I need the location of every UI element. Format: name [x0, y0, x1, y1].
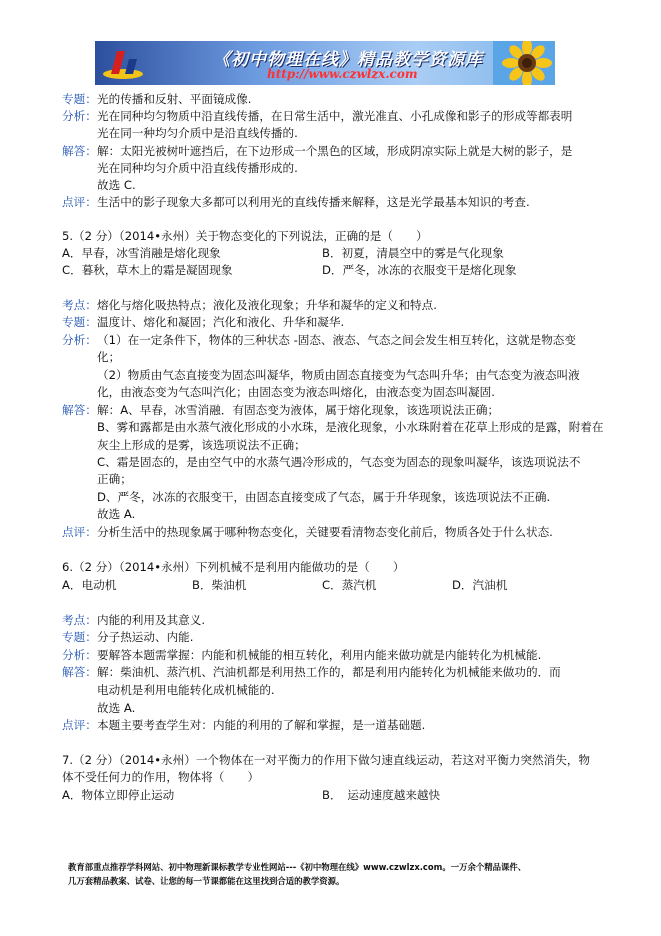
q7-option-a: A．物体立即停止运动 [62, 788, 175, 802]
q4-topic: 光的传播和反射、平面镜成像. [97, 92, 252, 106]
q5-topic: 温度计、熔化和凝固；汽化和液化、升华和凝华. [97, 315, 345, 329]
q5-point-label: 考点： [62, 298, 97, 312]
q6-topic-label: 专题： [62, 630, 97, 644]
q4-comment-label: 点评： [62, 195, 97, 209]
q4-analysis-line: 光在同一种均匀介质中是沿直线传播的. [97, 126, 298, 140]
q5-analysis-line: 化，由液态变为气态叫汽化；由固态变为液态叫熔化，由液态变为固态叫凝固. [97, 385, 495, 399]
q7-stem: 7.（2 分）（2014•永州）一个物体在一对平衡力的作用下做匀速直线运动，若这对平衡力突然消失，物 [62, 753, 591, 767]
q5-analysis-label: 分析： [62, 333, 97, 347]
q5-point: 熔化与熔化吸热特点；液化及液化现象；升华和凝华的定义和特点. [97, 298, 437, 312]
q4-topic-label: 专题： [62, 92, 97, 106]
q5-analysis-line: （2）物质由气态直接变为固态叫凝华，物质由固态直接变为气态叫升华；由气态变为液态叫液 [97, 368, 580, 382]
footer-line: 几万套精品教案、试卷、让您的每一节课都能在这里找到合适的教学资源。 [68, 876, 345, 886]
q6-answer-line: 故选 A. [97, 701, 136, 715]
q4-analysis-label: 分析： [62, 109, 97, 123]
q5-stem: 5.（2 分）（2014•永州）关于物态变化的下列说法，正确的是（ ） [62, 229, 428, 243]
q5-option-d: D．严冬，冰冻的衣服变干是熔化现象 [322, 263, 517, 277]
q4-analysis-line: 光在同种均匀物质中沿直线传播，在日常生活中，激光准直、小孔成像和影子的形成等都表明 [97, 109, 573, 123]
q6-analysis: 要解答本题需掌握：内能和机械能的相互转化，利用内能来做功就是内能转化为机械能. [97, 648, 542, 662]
q4-answer-line: 解：太阳光被树叶遮挡后，在下边形成一个黑色的区域，形成阴凉实际上就是大树的影子，是 [97, 144, 573, 158]
banner-title: 《初中物理在线》精品教学资源库 [213, 50, 483, 70]
q7-option-b: B． 运动速度越来越快 [322, 788, 441, 802]
q5-option-b: B．初夏，清晨空中的雾是气化现象 [322, 246, 504, 260]
footer-line: 教育部重点推荐学科网站、初中物理新课标教学专业性网站---《初中物理在线》www.czwlzx.com。一万余个精品课件、 [68, 862, 527, 872]
q6-answer-line: 解：柴油机、蒸汽机、汽油机都是利用热工作的，都是利用内能转化为机械能来做功的．而 [97, 665, 561, 679]
q6-point: 内能的利用及其意义. [97, 613, 206, 627]
q4-comment: 生活中的影子现象大多都可以利用光的直线传播来解释，这是光学最基本知识的考查. [97, 195, 530, 209]
header-banner [95, 41, 555, 85]
q6-option-a: A．电动机 [62, 578, 117, 592]
q6-option-c: C．蒸汽机 [322, 578, 377, 592]
q6-stem: 6.（2 分）（2014•永州）下列机械不是利用内能做功的是（ ） [62, 560, 405, 574]
q6-point-label: 考点： [62, 613, 97, 627]
q5-option-c: C．暮秋，草木上的霜是凝固现象 [62, 263, 233, 277]
q6-comment: 本题主要考查学生对：内能的利用的了解和掌握，是一道基础题. [97, 718, 426, 732]
q5-analysis-line: （1）在一定条件下，物体的三种状态 -固态、液态、气态之间会发生相互转化，这就是物态变 [97, 333, 576, 347]
q6-answer-line: 电动机是利用电能转化成机械能的. [97, 683, 275, 697]
q4-answer-line: 故选 C. [97, 178, 136, 192]
q6-analysis-label: 分析： [62, 648, 97, 662]
q5-option-a: A．早春，冰雪消融是熔化现象 [62, 246, 221, 260]
q5-answer-line: 正确； [97, 472, 132, 486]
q5-comment: 分析生活中的热现象属于哪种物态变化，关键要看清物态变化前后，物质各处于什么状态. [97, 525, 553, 539]
q6-comment-label: 点评： [62, 718, 97, 732]
sunflower-icon [493, 41, 555, 85]
q5-answer-line: B、雾和露都是由水蒸气液化形成的小水珠，是液化现象，小水珠附着在花草上形成的是露，附着在 [97, 420, 604, 434]
q5-answer-line: C、霜是固态的，是由空气中的水蒸气遇冷形成的，气态变为固态的现象叫凝华，该选项说法不 [97, 455, 581, 469]
q5-topic-label: 专题： [62, 315, 97, 329]
q5-answer-line: 故选 A. [97, 507, 136, 521]
q5-answer-line: 灰尘上形成的是雾，该选项说法不正确； [97, 438, 306, 452]
q4-answer-label: 解答： [62, 144, 97, 158]
banner-url[interactable]: http://www.czwlzx.com [267, 67, 418, 81]
q6-option-b: B．柴油机 [192, 578, 247, 592]
q5-analysis-line: 化； [97, 350, 121, 364]
q6-option-d: D．汽油机 [452, 578, 508, 592]
q6-answer-label: 解答： [62, 665, 97, 679]
q5-answer-label: 解答： [62, 403, 97, 417]
q7-stem: 体不受任何力的作用，物体将（ ） [62, 770, 260, 784]
q6-topic: 分子热运动、内能. [97, 630, 194, 644]
q5-answer-line: D、严冬，冰冻的衣服变干，由固态直接变成了气态，属于升华现象，该选项说法不正确. [97, 490, 551, 504]
q5-comment-label: 点评： [62, 525, 97, 539]
q5-answer-line: 解：A、早春，冰雪消融．有固态变为液体，属于熔化现象，该选项说法正确； [97, 403, 500, 417]
q4-answer-line: 光在同种均匀介质中沿直线传播形成的. [97, 161, 298, 175]
site-logo-icon [101, 47, 159, 81]
